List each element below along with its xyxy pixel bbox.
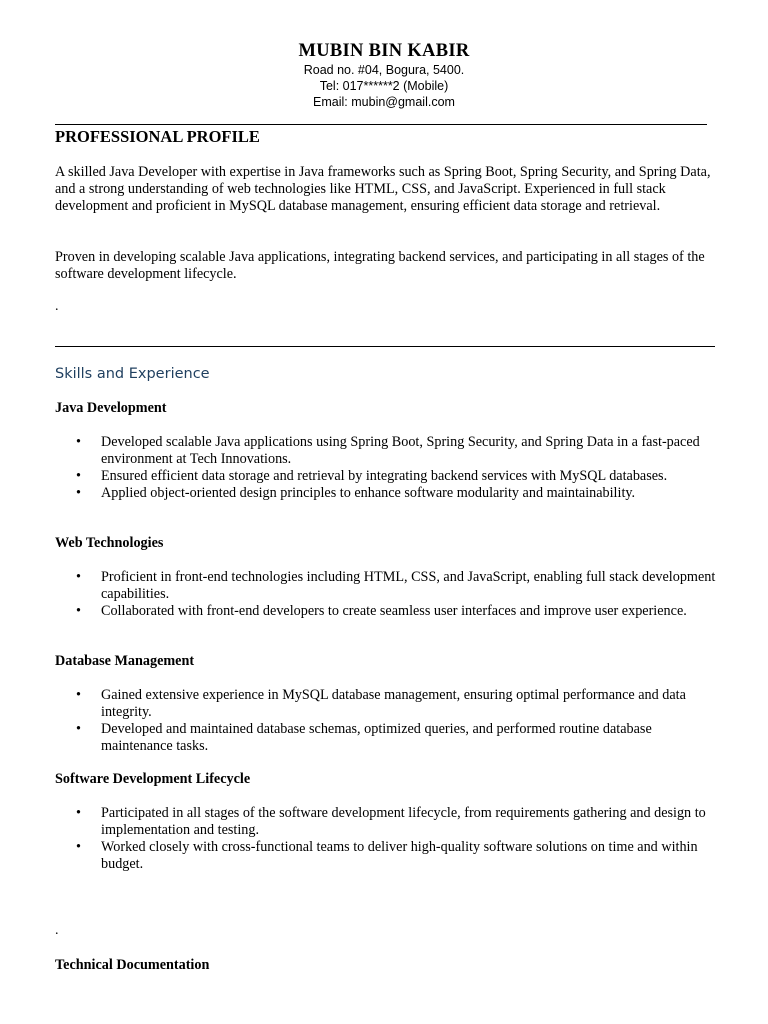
web-list bbox=[76, 569, 716, 620]
list-item: • Worked closely with cross-functional teams to deliver high-quality software solutions on time and within budget. bbox=[76, 839, 716, 873]
list-item: • Collaborated with front-end developers to create seamless user interfaces and improve user experience. bbox=[76, 603, 716, 620]
phone-line: Tel: 017******2 (Mobile) bbox=[319, 79, 449, 93]
java-list bbox=[76, 434, 716, 502]
candidate-name: MUBIN BIN KABIR bbox=[298, 41, 470, 61]
section-title-web: Web Technologies bbox=[55, 535, 164, 551]
header-divider bbox=[55, 124, 707, 125]
list-item: • Participated in all stages of the software development lifecycle, from requirements gathering and design to implementation and testing. bbox=[76, 805, 716, 839]
profile-heading: PROFESSIONAL PROFILE bbox=[55, 127, 260, 146]
list-item: • Developed and maintained database schemas, optimized queries, and performed routine database maintenance tasks. bbox=[76, 721, 716, 755]
section-divider bbox=[55, 346, 715, 347]
profile-paragraph-2: Proven in developing scalable Java applications, integrating backend services, and participating in all stages of the software development lifecycle. bbox=[55, 249, 705, 282]
database-list bbox=[76, 687, 716, 755]
profile-paragraph-1: A skilled Java Developer with expertise in Java frameworks such as Spring Boot, Spring Security, and Spring Data, and a strong understanding of web technologies like HTML, CSS, and JavaScript. Experienced in full stack development and proficient in MySQL database management, ensuring efficient data storage and retrieval. bbox=[55, 164, 711, 214]
email-line: Email: mubin@gmail.com bbox=[313, 95, 455, 109]
section-title-java: Java Development bbox=[55, 400, 167, 416]
section-title-sdlc: Software Development Lifecycle bbox=[55, 771, 251, 787]
profile-dot: . bbox=[55, 299, 59, 314]
skills-heading: Skills and Experience bbox=[55, 366, 210, 382]
list-item: • Gained extensive experience in MySQL database management, ensuring optimal performance and data integrity. bbox=[76, 687, 716, 721]
address-line: Road no. #04, Bogura, 5400. bbox=[303, 63, 465, 77]
list-item: • Ensured efficient data storage and retrieval by integrating backend services with MySQL databases. bbox=[76, 468, 716, 485]
resume-header bbox=[0, 40, 768, 110]
section-title-documentation: Technical Documentation bbox=[55, 957, 210, 973]
list-item: • Developed scalable Java applications using Spring Boot, Spring Security, and Spring Data in a fast-paced environment at Tech Innovations. bbox=[76, 434, 716, 468]
list-item: • Applied object-oriented design principles to enhance software modularity and maintainability. bbox=[76, 485, 716, 502]
section-title-database: Database Management bbox=[55, 653, 195, 669]
sdlc-list bbox=[76, 805, 716, 873]
skills-dot: . bbox=[55, 923, 59, 938]
list-item: • Proficient in front-end technologies including HTML, CSS, and JavaScript, enabling full stack development capabilities. bbox=[76, 569, 716, 603]
